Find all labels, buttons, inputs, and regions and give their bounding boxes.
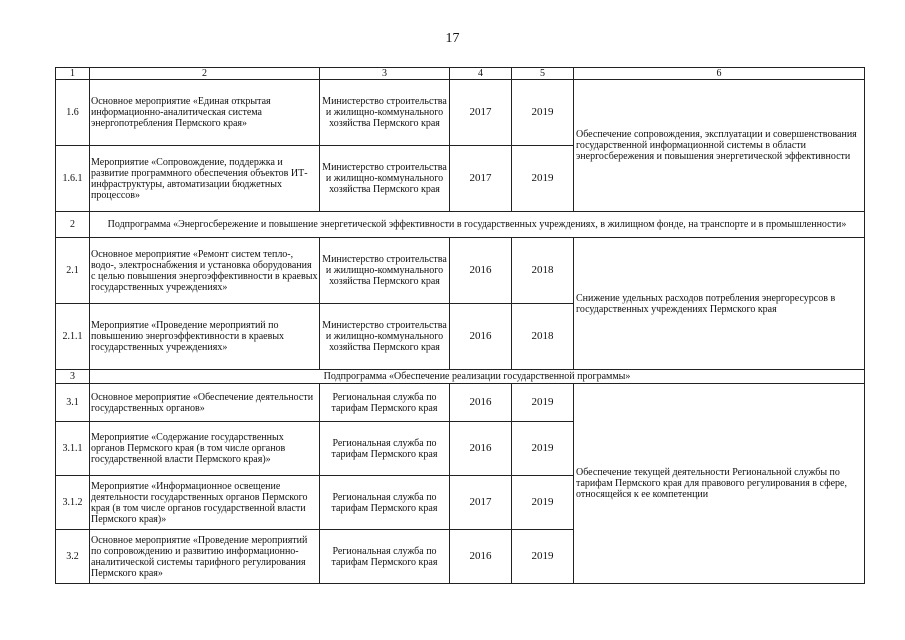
executor: Региональная служба по тарифам Пермского края	[320, 422, 450, 476]
program-table	[55, 67, 865, 584]
end-year: 2019	[512, 476, 574, 530]
end-year: 2019	[512, 384, 574, 422]
row-number: 1.6.1	[56, 146, 90, 212]
subprogram-row	[56, 370, 865, 384]
executor: Министерство строительства и жилищно-коммунального хозяйства Пермского края	[320, 146, 450, 212]
activity-name: Мероприятие «Сопровождение, поддержка и развитие программного обеспечения объектов ИТ-инфраструктуры, автоматизации бюджетных процессов»	[90, 146, 320, 212]
col-header: 2	[90, 68, 320, 80]
activity-name: Основное мероприятие «Единая открытая информационно-аналитическая система энергопотребления Пермского края»	[90, 80, 320, 146]
end-year: 2018	[512, 238, 574, 304]
start-year: 2017	[450, 476, 512, 530]
subprogram-title: Подпрограмма «Энергосбережение и повышение энергетической эффективности в государственных учреждениях, в жилищном фонде, на транспорте и в промышленности»	[90, 212, 865, 238]
row-number: 2.1	[56, 238, 90, 304]
end-year: 2019	[512, 146, 574, 212]
row-number: 2	[56, 212, 90, 238]
col-header: 3	[320, 68, 450, 80]
executor: Региональная служба по тарифам Пермского края	[320, 384, 450, 422]
row-number: 2.1.1	[56, 304, 90, 370]
expected-result: Снижение удельных расходов потребления энергоресурсов в государственных учреждениях Пермского края	[574, 238, 865, 370]
activity-name: Мероприятие «Информационное освещение деятельности государственных органов Пермского края (в том числе органов государственной власти Пермского края)»	[90, 476, 320, 530]
start-year: 2016	[450, 238, 512, 304]
col-header: 5	[512, 68, 574, 80]
subprogram-row	[56, 212, 865, 238]
row-number: 3.1.2	[56, 476, 90, 530]
col-header: 6	[574, 68, 865, 80]
subprogram-title: Подпрограмма «Обеспечение реализации государственной программы»	[90, 370, 865, 384]
row-number: 3.1.1	[56, 422, 90, 476]
activity-name: Основное мероприятие «Обеспечение деятельности государственных органов»	[90, 384, 320, 422]
activity-name: Основное мероприятие «Проведение мероприятий по сопровождению и развитию информационно-аналитической системы тарифного регулирования Пермского края»	[90, 530, 320, 584]
col-header: 4	[450, 68, 512, 80]
row-number: 3.2	[56, 530, 90, 584]
row-number: 1.6	[56, 80, 90, 146]
expected-result: Обеспечение сопровождения, эксплуатации и совершенствования государственной информационной системы в области энергосбережения и повышения энергетической эффективности	[574, 80, 865, 212]
end-year: 2018	[512, 304, 574, 370]
start-year: 2016	[450, 304, 512, 370]
activity-name: Мероприятие «Содержание государственных органов Пермского края (в том числе органов государственной власти Пермского края)»	[90, 422, 320, 476]
start-year: 2017	[450, 146, 512, 212]
executor: Региональная служба по тарифам Пермского края	[320, 530, 450, 584]
table-row	[56, 80, 865, 146]
start-year: 2017	[450, 80, 512, 146]
end-year: 2019	[512, 80, 574, 146]
start-year: 2016	[450, 530, 512, 584]
table-row	[56, 238, 865, 304]
row-number: 3	[56, 370, 90, 384]
activity-name: Основное мероприятие «Ремонт систем тепло-, водо-, электроснабжения и установка оборудования с целью повышения энергоэффективности в краевых государственных учреждениях»	[90, 238, 320, 304]
end-year: 2019	[512, 422, 574, 476]
table-row	[56, 384, 865, 422]
executor: Министерство строительства и жилищно-коммунального хозяйства Пермского края	[320, 80, 450, 146]
activity-name: Мероприятие «Проведение мероприятий по повышению энергоэффективности в краевых государственных учреждениях»	[90, 304, 320, 370]
table-header-row	[56, 68, 865, 80]
start-year: 2016	[450, 384, 512, 422]
executor: Министерство строительства и жилищно-коммунального хозяйства Пермского края	[320, 304, 450, 370]
expected-result: Обеспечение текущей деятельности Региональной службы по тарифам Пермского края для правового регулирования в сфере, относящейся к ее компетенции	[574, 384, 865, 584]
executor: Министерство строительства и жилищно-коммунального хозяйства Пермского края	[320, 238, 450, 304]
col-header: 1	[56, 68, 90, 80]
page-number: 17	[445, 31, 460, 46]
executor: Региональная служба по тарифам Пермского края	[320, 476, 450, 530]
end-year: 2019	[512, 530, 574, 584]
row-number: 3.1	[56, 384, 90, 422]
start-year: 2016	[450, 422, 512, 476]
